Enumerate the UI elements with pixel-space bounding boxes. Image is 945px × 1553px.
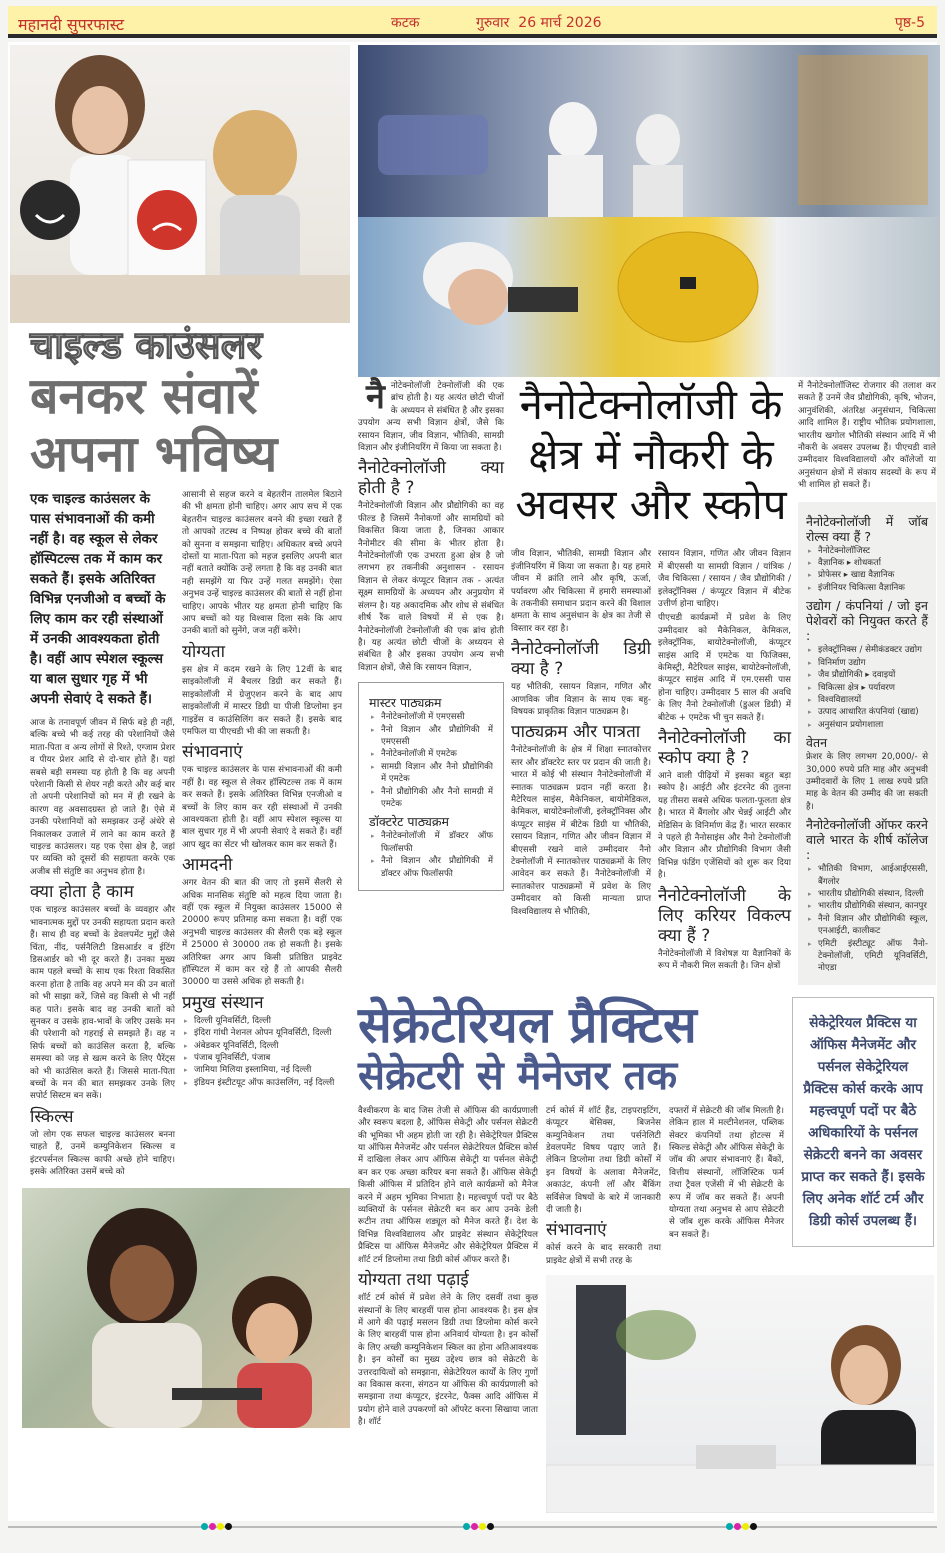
secretarial-column-1 bbox=[358, 1105, 538, 1431]
registration-marks bbox=[463, 1523, 494, 1531]
paragraph: नैनोटेक्नोलॉजी के क्षेत्र में शिक्षा स्नातकोत्तर स्तर और डॉक्टरेट स्तर पर प्रदान की जाती है। भारत में कोई भी संस्थान नैनोटेक्नोलॉजी में स्नातक पाठ्यक्रम प्रदान नहीं करता है। मैटेरियल साइंस, मैकेनिकल, बायोमेडिकल, केमिकल, बायोटेक्नोलॉजी, इलेक्ट्रॉनिक्स और कंप्यूटर साइंस में बीटेक डिग्री या भौतिकी, रसायन विज्ञान, गणित और जीवन विज्ञान में बीएससी रखने वाले उम्मीदवार नैनो टेक्नोलॉजी में स्नातकोत्तर पाठ्यक्रमों के लिए आवेदन कर सकते हैं। नैनोटेक्नोलॉजी में स्नातकोत्तर पाठ्यक्रमों में प्रवेश के लिए उम्मीदवार को किसी मान्यता प्राप्त विश्वविद्यालय से भौतिकी, bbox=[511, 745, 651, 917]
list-item: ▸ नैनो विज्ञान और प्रौद्योगिकी में एमएससी bbox=[369, 724, 493, 749]
list-item: ▸ उत्पाद आधारित कंपनियां (खाद्य) bbox=[806, 706, 928, 718]
headline-line: क्षेत्र में नौकरी के bbox=[528, 430, 774, 479]
section-heading: वेतन bbox=[806, 735, 828, 751]
headline-line: अपना भविष्य bbox=[30, 425, 278, 483]
paragraph: वैश्वीकरण के बाद जिस तेजी से ऑफिस की कार्यप्रणाली और स्वरूप बदला है, ऑफिस सेकेट्री और पर्सनल सेक्रेटरी की भूमिका भी अहम होती जा रही है। सेकेट्रेरियल प्रैक्टिस या ऑफिस मैनेजमेंट और पर्सनल सेक्रेटेरियल प्रैक्टिस कोर्स में दाखिला लेकर आप ऑफिस सेकेट्री या पर्सनल सेकेट्री बन कर एक अच्छा करियर बना सकते हैं। ऑफिस सेकेट्री किसी ऑफिस में प्रतिदिन होने वाले कार्यक्रमों को मैनेज करने में अहम भूमिका निभाता है। महत्त्वपूर्ण पदों पर बैठे व्यक्तियों के पर्सनल सेक्रेटरी बन कर आप उनके डेली रूटीन तथा ऑफिस शड्यूल को मैनेज करते हैं। देश के विभिन्न विश्वविद्यालय और प्राइवेट संस्थान सेकेट्रेरियल प्रैक्टिस या ऑफिस मैनेजमेंट और सेकेट्रेरियल प्रैक्टिस में शॉर्ट टर्म डिप्लोमा तथा डिग्री कोर्स ऑफर करते हैं। bbox=[358, 1105, 538, 1265]
list-item: ▸ भारतीय प्रौद्योगिकी संस्थान, दिल्ली bbox=[806, 888, 928, 900]
section-heading: संभावनाएं bbox=[546, 1220, 607, 1241]
paragraph: दफ्तरों में सेक्रेटरी की जॉब मिलती है। लेकिन हाल में मल्टीनेशनल, पब्लिक सेक्टर कंपनियों तथा होटल्स में स्किल्ड सेकेट्री और ऑफिस सेकेट्री के जॉब की अपार संभावनाएं हैं। बैंकों, वित्तीय संस्थानों, लॉजिस्टिक फर्म तथा ट्रैवल एजेंसी में भी सेक्रेटरी के रूप में जॉब कर सकते हैं। अपनी योग्यता तथा अनुभव से आप सेक्रेटरी से जॉब शुरू करके ऑफिस मैनेजर बन सकते हैं। bbox=[669, 1105, 785, 1240]
paragraph: शॉर्ट टर्म कोर्स में प्रवेश लेने के लिए दसवीं तथा कुछ संस्थानों के लिए बारहवीं पास होना आवश्यक है। इस क्षेत्र में आगे की पढ़ाई मसलन डिग्री तथा डिप्लोमा कोर्स करने के लिए बारहवीं पास होना अनिवार्य योग्यता है। इन कोर्सों के लिए अच्छी कम्युनिकेशन स्किल का होना अतिआवश्यक है। इन कोर्सों का मुख्य उद्देश्य छात्र को सेक्रेटरी के उत्तरदायित्वों को समझाना, सेक्रेटेरियल कार्यों के लिए गुणों का विकास करना, संगठन या ऑफिस की कार्यप्रणाली को समझाना तथा कंप्यूटर, इंटरनेट, फैक्स आदि ऑफिस में प्रयोग होने वाले उपकरणों को ऑपरेट करना सिखाया जाता है। शॉर्ट bbox=[358, 1293, 538, 1428]
list-item: ▸ नैनोटेक्नोलॉजी में डॉक्टर ऑफ फिलॉसफी bbox=[369, 830, 493, 855]
list-item: ▸ पंजाब यूनिवर्सिटी, पंजाब bbox=[182, 1052, 342, 1064]
headline-line: बनकर संवारें bbox=[30, 367, 258, 425]
bullet-list bbox=[806, 644, 928, 731]
intro-text: नोटेक्नोलॉजी टेक्नोलॉजी की एक ब्रांच होती है। यह अत्यंत छोटी चीजों के अध्ययन से संबंधित है और इसका उपयोग अन्य सभी विज्ञान क्षेत्रों, जैसे कि रसायन विज्ञान, जीव विज्ञान, भौतिकी, सामग्री विज्ञान और इंजीनियरिंग में किया जा सकता है। bbox=[358, 381, 504, 454]
registration-marks bbox=[726, 1523, 757, 1531]
bullet-list bbox=[806, 545, 928, 595]
section-heading: योग्यता bbox=[182, 641, 225, 662]
master-courses-box bbox=[358, 682, 504, 891]
article-body bbox=[798, 380, 936, 492]
paragraph: अगर वेतन की बात की जाए तो इसमें सैलरी से अधिक मानसिक संतुष्टि को महत्व दिया जाता है। वहीं एक स्कूल में नियुक्त काउंसलर 15000 से 20000 रूपए प्रतिमाह कमा सकता है। वहीं एक अनुभवी चाइल्ड काउंसलर की सैलरी एक बड़े स्कूल में 25000 से 30000 तक हो सकती है। इसके अतिरिक्त अगर आप किसी प्रतिष्ठित प्राइवेट हॉस्पिटल में काम कर रहे हैं तो आपकी सैलरी 30000 या उससे अधिक हो सकती है। bbox=[182, 878, 342, 988]
section-heading: पाठ्यक्रम और पात्रता bbox=[511, 722, 641, 743]
child-counselor-photo bbox=[10, 45, 350, 323]
bullet-list bbox=[369, 830, 493, 880]
teacher-children-illustration bbox=[22, 1188, 350, 1428]
section-heading: उद्योग / कंपनियां / जो इन पेशेवरों को नियुक्त करते हैं : bbox=[806, 598, 928, 644]
office-woman-on-phone-photo bbox=[546, 1275, 934, 1513]
list-item: ▸ अनुसंधान प्रयोगशाला bbox=[806, 719, 928, 731]
section-heading: क्या होता है काम bbox=[30, 882, 134, 903]
article-body bbox=[358, 1105, 538, 1429]
paragraph: आज के तनावपूर्ण जीवन में सिर्फ बड़े ही नहीं, बल्कि बच्चे भी कई तरह की परेशानियों जैसे माता-पिता व अन्य लोगों से रिश्ते, एग्जाम प्रेशर व पीयर प्रेशर आदि से दो-चार होते हैं। यहां सबसे बड़ी समस्या यह होती है कि वह अपनी परेशानी किसी से शेयर नही करते और कई बार तो अपनी परेशानियों को मन में ही रखने के कारण वह अवसादग्रस्त हो जाते हैं। ऐसे में उनकी परेशानियों को समझकर उन्हें अंधेरे से निकालकर उजाले में लाने का काम करते हैं चाइल्ड काउंसलर। यह एक ऐसा क्षेत्र है, जहां पर व्यक्ति को दूसरों की सहायता करके एक अजीब सी संतुष्टि का अनुभव होता है। bbox=[30, 718, 175, 877]
paragraph: फ्रेशर के लिए लगभग 20,000/- से 30,000 रुपये प्रति माह और अनुभवी उम्मीदवारों के लिए 1 लाख रुपये प्रति माह के वेतन की उम्मीद की जा सकती है। bbox=[806, 752, 928, 812]
nano-column-2 bbox=[511, 548, 651, 920]
newspaper-name: महानदी सुपरफास्ट bbox=[18, 15, 125, 34]
teacher-with-children-photo bbox=[22, 1188, 350, 1428]
paragraph: एक चाइल्ड काउंसलर के पास संभावनाओं की कमी नहीं है। वह स्कूल से लेकर हॉस्पिटल्स तक में काम कर सकते हैं। इसके अतिरिक्त विभिन्न एनजीओ व बच्चों के लिए काम कर रही संस्थाओं में उनकी आवश्यकता होती है। वहीं आप स्पेशल स्कूल्स या बाल सुधार गृह में भी अपनी सेवाएं दे सकते हैं। वहीं आप खुद का सेंटर भी खोलकर काम कर सकते हैं। bbox=[182, 765, 342, 850]
page-number: पृष्ठ-5 bbox=[894, 15, 925, 31]
section-heading: नैनोटेक्नोलॉजी क्या होती है ? bbox=[358, 458, 504, 499]
child-column-2 bbox=[182, 489, 342, 1091]
list-item: ▸ नैनोटेक्नोलॉजी में एमटेक bbox=[369, 748, 493, 760]
list-item: ▸ विनिर्माण उद्योग bbox=[806, 657, 928, 669]
happy-face-card bbox=[20, 180, 80, 240]
child-headline bbox=[30, 323, 350, 483]
wafer-microscope-illustration bbox=[358, 217, 940, 377]
nanotech-article bbox=[358, 377, 938, 985]
paragraph: कोर्स करने के बाद सरकारी तथा प्राइवेट क्षेत्रों में सभी तरह के bbox=[546, 1243, 661, 1266]
registration-marks bbox=[201, 1523, 232, 1531]
paragraph: एक चाइल्ड काउंसलर बच्चों के व्यवहार और भावनात्मक मुद्दों पर उनकी सहायता प्रदान करते हैं। साथ ही वह बच्चों के डेवलपमेंट मुद्दों जैसे चिंता, नींद, पर्सनैलिटी डिसआर्डर व ईटिंग डिसआर्डर को भी दूर करते हैं। उनका मुख्य काम पहले बच्चों के साथ एक रिश्ता विकसित करना होता है ताकि वह अपने मन की उन बातों को भी साझा करें, जिसे वह किसी से भी नहीं कह पाते। इसके बाद वह उनकी बातों को सुनकर व उसके हाव-भावों के जरिए उसके मन की परेशानी को गहराई से समझते हैं। वह न सिर्फ बच्चों को काउंसिल करता है, बल्कि समस्या को जड़ से खत्म करने के लिए पैरेंट्स को भी काउंसिल करते हैं। जिससे माता-पिता बच्चों के मन की बात समझकर उनके लिए सपोर्ट सिस्टम बन सकें। bbox=[30, 905, 175, 1102]
section-heading: नैनोटेक्नोलॉजी का स्कोप क्या है ? bbox=[658, 728, 791, 769]
list-item: ▸ नैनो विज्ञान और प्रौद्योगिकी में डॉक्टर ऑफ फिलॉसफी bbox=[369, 855, 493, 880]
section-heading: डॉक्टरेट पाठ्यक्रम bbox=[369, 814, 449, 830]
list-item: ▸ जामिया मिलिया इस्लामिया, नई दिल्ली bbox=[182, 1064, 342, 1076]
list-item: ▸ इंडियन इंस्टीटयूट ऑफ काउंसलिंग, नई दिल्ली bbox=[182, 1077, 342, 1089]
section-heading: स्किल्स bbox=[30, 1106, 74, 1127]
article-body bbox=[30, 717, 175, 1178]
list-item: ▸ भौतिकी विभाग, आईआईएससी, बैंगलोर bbox=[806, 863, 928, 888]
article-body bbox=[546, 1105, 661, 1267]
job-roles-box bbox=[798, 502, 936, 985]
drop-cap: नै bbox=[366, 377, 385, 417]
paragraph: नैनोटेक्नोलॉजी में विशेषज्ञ या वैज्ञानिकों के रूप में नौकरी मिल सकती है। जिन क्षेत्रों bbox=[658, 948, 791, 972]
child-counselor-article bbox=[10, 45, 350, 1428]
paragraph: आने वाली पीढ़ियों में इसका बहुत बड़ा स्कोप है। आईटी और इंटरनेट की तुलना यह तीसरा सबसे अधिक फलता-फूलता क्षेत्र है। भारत में बैंगलोर और चेन्नई आईटी और मेडिसिन के विनिर्माण केंद्र हैं। भारत सरकार ने पहले ही नैनोसाइंस और नैनो टेक्नोलॉजी और विज्ञान और प्रौद्योगिकी विभाग जैसी विभिन्न फंडिंग एजेंसियों को शुरू कर दिया है। bbox=[658, 771, 791, 881]
secretarial-article bbox=[358, 997, 938, 1513]
section-heading: मास्टर पाठ्यक्रम bbox=[369, 695, 442, 711]
nano-headline bbox=[511, 380, 791, 530]
paragraph: जो लोग एक सफल चाइल्ड काउंसलर बनना चाहते हैं, उनमें कम्युनिकेशन स्किल्स व इंटरपर्सनल स्किल्स काफी अच्छे होने चाहिए। इसके अतिरिक्त उसमें बच्चे को bbox=[30, 1129, 175, 1177]
child-body bbox=[10, 489, 350, 1180]
list-item: ▸ जैव प्रौद्योगिकी ▸ दवाइयों bbox=[806, 669, 928, 681]
issue-date: गुरुवार 26 मार्च 2026 bbox=[476, 15, 602, 31]
list-item: ▸ नैनोटेक्नोलॉजिस्ट bbox=[806, 545, 928, 557]
right-articles bbox=[358, 377, 938, 1513]
secretarial-column-3 bbox=[669, 1105, 784, 1243]
list-item: ▸ इलेक्ट्रॉनिक्स / सेमीकंडक्टर उद्योग bbox=[806, 644, 928, 656]
headline-line: नैनोटेक्नोलॉजी के bbox=[519, 380, 783, 429]
headline-line: सेक्रेटेरियल प्रैक्टिस bbox=[358, 995, 697, 1054]
list-item: ▸ विश्वविद्यालयों bbox=[806, 694, 928, 706]
lab-scientists-photo bbox=[358, 45, 940, 217]
nano-intro bbox=[358, 377, 504, 454]
secretarial-highlight-box: सेकेट्रेरियल प्रैक्टिस या ऑफिस मैनेजमेंट और पर्सनल सेकेट्रेरियल प्रैक्टिस कोर्स करके आप महत्त्वपूर्ण पदों पर बैठे अधिकारियों के पर्सनल सेक्रेटरी बनने का अवसर प्राप्त कर सकते हैं। इसके लिए अनेक शॉर्ट टर्म और डिग्री कोर्स उपलब्ध हैं। bbox=[792, 997, 934, 1247]
masthead bbox=[8, 6, 937, 38]
headline-line: अवसर और स्कोप bbox=[515, 480, 787, 529]
paragraph: जीव विज्ञान, भौतिकी, सामग्री विज्ञान और इंजीनियरिंग में किया जा सकता है। यह हमारे जीवन में क्रांति लाने और कृषि, ऊर्जा, पर्यावरण और चिकित्सा में हमारी समस्याओं के तकनीकी समाधान प्रदान करने की विशाल क्षमता के साथ अनुसंधान के क्षेत्र का तेजी से विस्तार कर रहा है। bbox=[511, 549, 651, 634]
list-item: ▸ भारतीय प्रौद्योगिकी संस्थान, कानपुर bbox=[806, 900, 928, 912]
list-item: ▸ इंजीनियर चिकित्सा वैज्ञानिक bbox=[806, 582, 928, 594]
bullet-list bbox=[369, 711, 493, 810]
section-heading: आमदनी bbox=[182, 855, 233, 876]
paragraph: आसानी से सहज करने व बेहतरीन तालमेल बिठाने की भी क्षमता होनी चाहिए। अगर आप सच में एक बेहतरीन चाइल्ड काउंसलर बनने की इच्छा रखते हैं तो आपको तटस्थ व निष्पक्ष होकर बच्चे की बातों को सुनना व समझना चाहिए। अधिकतर बच्चे अपने दोस्तों या माता-पिता को महज इसलिए अपनी बात नहीं बताते क्योंकि उन्हें लगता है कि वह उनकी बात नही समझेंगे या फिर उन्हें गलत समझेंगे। ऐसा अनुभव उन्हें चाइल्ड काउंसलर की बातों से नहीं होना चाहिए। आपके भीतर यह क्षमता होनी चाहिए कि आप बच्चों को यह विश्वास दिला सके कि आप उनकी बातों को सुनेंगे, जज नहीं करेंगे। bbox=[182, 490, 342, 637]
article-body bbox=[358, 458, 504, 674]
list-item: ▸ अंबेडकर यूनिवर्सिटी, दिल्ली bbox=[182, 1040, 342, 1052]
paragraph: टर्म कोर्स में शॉर्ट हैंड, टाइपराइटिंग, कंप्यूटर बेसिक्स, बिजनेस कम्युनिकेशन तथा पर्सनेलिटी डेवलपमेंट विषय पढ़ाए जाते हैं। लेकिन डिप्लोमा तथा डिग्री कोर्सों में इन विषयों के अलावा मैनेजमेंट, अकाउंट, कंपनी लॉ और बैंकिंग सर्विसेज विषयों के बारे में जानकारी दी जाती है। bbox=[546, 1105, 661, 1216]
list-item: ▸ चिकित्सा क्षेत्र ▸ पर्यावरण bbox=[806, 682, 928, 694]
child-column-1 bbox=[30, 489, 175, 1180]
list-item: ▸ प्रोफेसर ▸ खाद्य वैज्ञानिक bbox=[806, 569, 928, 581]
child-lead-text: एक चाइल्ड काउंसलर के पास संभावनाओं की कमी नहीं है। वह स्कूल से लेकर हॉस्पिटल्स तक में काम कर सकते हैं। इसके अतिरिक्त विभिन्न एनजीओ व बच्चों के लिए काम कर रही संस्थाओं में उनकी आवश्यकता होती है। वहीं आप स्पेशल स्कूल्स या बाल सुधार गृह में भी अपनी सेवाएं दे सकते हैं। bbox=[30, 491, 166, 707]
edition-city: कटक bbox=[391, 15, 420, 31]
article-body bbox=[658, 548, 791, 972]
section-heading: प्रमुख संस्थान bbox=[182, 992, 264, 1013]
list-item: ▸ नैनोटेक्नोलॉजी में एमएससी bbox=[369, 711, 493, 723]
section-heading: नैनोटेक्नोलॉजी में जॉब रोल्स क्या हैं ? bbox=[806, 513, 928, 544]
headline-line: सेक्रेटरी से मैनेजर तक bbox=[358, 1052, 678, 1099]
list-item: ▸ नैनो प्रौद्योगिकी और नैनो सामग्री में एमटेक bbox=[369, 786, 493, 811]
list-item: ▸ दिल्ली यूनिवर्सिटी, दिल्ली bbox=[182, 1015, 342, 1027]
article-body bbox=[369, 695, 493, 880]
secretarial-headline bbox=[358, 997, 784, 1099]
list-item: ▸ सामग्री विज्ञान और नैनो प्रौद्योगिकी में एमटेक bbox=[369, 761, 493, 786]
bullet-list bbox=[806, 863, 928, 975]
section-heading: नैनोटेक्नोलॉजी डिग्री क्या है ? bbox=[511, 639, 651, 680]
lab-illustration bbox=[358, 45, 940, 217]
headline-line: चाइल्ड काउंसलर bbox=[30, 323, 263, 367]
article-body bbox=[669, 1105, 784, 1241]
article-body bbox=[511, 548, 651, 918]
secretarial-column-2 bbox=[546, 1105, 661, 1269]
nano-column-4 bbox=[798, 380, 936, 985]
print-registration-bar bbox=[8, 1521, 937, 1533]
sad-face-card bbox=[137, 190, 197, 250]
paragraph: पीएचडी कार्यक्रमों में प्रवेश के लिए उम्मीदवार को मैकेनिकल, केमिकल, इलेक्ट्रॉनिक, बायोटेक्नोलॉजी, कंप्यूटर साइंस आदि में एमटेक या फिजिक्स, केमिस्ट्री, मैटेरियल साइंस, बायोटेक्नोलॉजी, कंप्यूटर साइंस आदि में एम.एससी पास होना चाहिए। उम्मीदवार 5 साल की अवधि के लिए नैनो टेक्नोलॉजी (डुअल डिग्री) में बीटेक + एमटेक भी चुन सकते हैं। bbox=[658, 613, 791, 723]
office-illustration bbox=[546, 1275, 934, 1513]
section-heading: योग्यता तथा पढ़ाई bbox=[358, 1270, 469, 1291]
counselor-with-child-illustration bbox=[10, 45, 350, 323]
section-heading: नैनोटेक्नोलॉजी के लिए करियर विकल्प क्या हैं ? bbox=[658, 885, 791, 946]
nano-column-3 bbox=[658, 548, 791, 974]
article-body bbox=[806, 514, 928, 975]
list-item: ▸ नैनो विज्ञान और प्रौद्योगिकी स्कूल, एनआईटी, कालीकट bbox=[806, 913, 928, 938]
list-item: ▸ इंदिरा गांधी नेशनल ओपन यूनिवर्सिटी, दिल्ली bbox=[182, 1027, 342, 1039]
nano-intro-column bbox=[358, 377, 504, 891]
section-heading: नैनोटेक्नोलॉजी ऑफर करने वाले भारत के शीर्ष कॉलेज : bbox=[806, 817, 928, 863]
article-body bbox=[182, 489, 342, 1089]
bullet-list bbox=[182, 1015, 342, 1089]
paragraph: इस क्षेत्र में कदम रखने के लिए 12वीं के बाद साइकोलॉजी में बैचलर डिग्री कर सकते हैं। साइकोलॉजी में ग्रेजुएशन करने के बाद आप साइकोलॉजी में मास्टर डिग्री या पीजी डिप्लोमा इन गाइडेंस व काउंसिलिंग कर सकते हैं। इसके बाद एमफिल या पीएचडी भी की जा सकती है। bbox=[182, 664, 342, 737]
list-item: ▸ वैज्ञानिक ▸ शोधकर्ता bbox=[806, 557, 928, 569]
paragraph: रसायन विज्ञान, गणित और जीवन विज्ञान में बीएससी या सामग्री विज्ञान / यांत्रिक / जैव चिकित्सा / रसायन / जैव प्रौद्योगिकी / इलेक्ट्रॉनिक्स / कंप्यूटर विज्ञान में बीटेक उत्तीर्ण होना चाहिए। bbox=[658, 549, 791, 609]
section-heading: संभावनाएं bbox=[182, 742, 243, 763]
paragraph: यह भौतिकी, रसायन विज्ञान, गणित और आणविक जीव विज्ञान के साथ एक बहु-विषयक प्राकृतिक विज्ञान पाठ्यक्रम है। bbox=[511, 682, 651, 717]
paragraph: में नैनोटेक्नोलॉजिस्ट रोजगार की तलाश कर सकते हैं उनमें जैव प्रौद्योगिकी, कृषि, भोजन, आनुवंशिकी, अंतरिक्ष अनुसंधान, चिकित्सा आदि शामिल हैं। राष्ट्रीय भौतिक प्रयोगशाला, भारतीय खगोल भौतिकी संस्थान आदि में भी नौकरी के अवसर उपलब्ध हैं। पीएचडी वाले उम्मीदवार विश्वविद्यालयों और कॉलेजों या अनुसंधान क्षेत्रों में संकाय सदस्यों के रूप में भी शामिल हो सकते हैं। bbox=[798, 381, 936, 491]
paragraph: नैनोटेक्नोलॉजी विज्ञान और प्रौद्योगिकी का वह फील्ड है जिसमें नैनोकणों और सामग्रियों को विकसित किया जाता है, जिनका आकार नैनोमीटर की सीमा के भीतर होता है। नैनोटेक्नोलॉजी एक उभरता हुआ क्षेत्र है जो लगभग हर तकनीकी अनुशासन - रसायन विज्ञान से लेकर कंप्यूटर विज्ञान तक - अत्यंत सूक्ष्म सामग्रियों के अध्ययन और अनुप्रयोग में संलग्न है। यह अकादमिक और शोध से संबंधित शीर्ष रैंक वाले विषयों में से एक है। नैनोटेक्नोलॉजी टेक्नोलॉजी की एक ब्रांच होती है। यह अत्यंत छोटी चीजों के अध्ययन से संबंधित है और इसका उपयोग अन्य सभी विज्ञान क्षेत्रों, जैसे कि रसायन विज्ञान, bbox=[358, 501, 504, 673]
microscope-wafer-photo bbox=[358, 217, 940, 377]
list-item: ▸ एमिटी इंस्टीट्यूट ऑफ नैनो-टेक्नोलॉजी, एमिटी यूनिवर्सिटी, नोएडा bbox=[806, 938, 928, 975]
